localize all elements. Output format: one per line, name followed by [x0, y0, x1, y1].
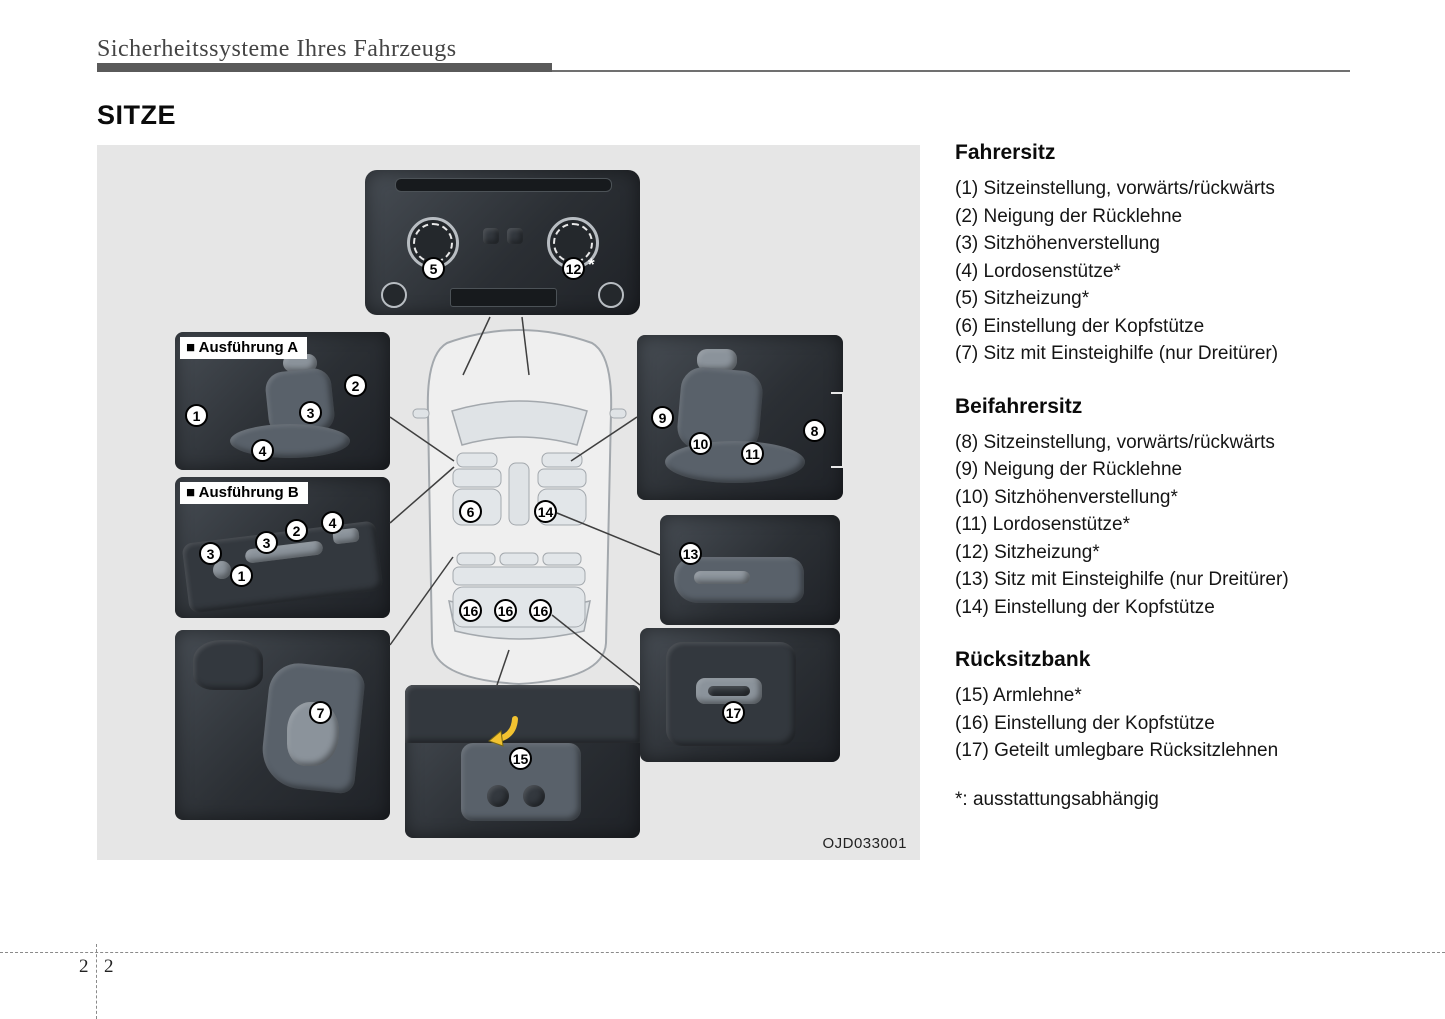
header-rule-thick — [97, 63, 552, 72]
callout-4: 4 — [251, 439, 274, 462]
callout-3c: 3 — [255, 531, 278, 554]
callout-16c: 16 — [529, 599, 552, 622]
callout-3: 3 — [299, 401, 322, 424]
callout-4b: 4 — [321, 511, 344, 534]
beifahrersitz-list — [955, 429, 1375, 622]
list-item: (3) Sitzhöhenverstellung — [955, 233, 1160, 254]
list-item: (7) Sitz mit Einsteighilfe (nur Dreitürer) — [955, 343, 1279, 364]
chapter-header: Sicherheitssysteme Ihres Fahrzeugs — [97, 36, 457, 62]
callout-12-asterisk: * — [588, 255, 595, 274]
section-heading-fahrersitz: Fahrersitz — [955, 141, 1056, 164]
list-item: (12) Sitzheizung* — [955, 541, 1100, 563]
variant-a-label: ■ Ausführung A — [180, 337, 307, 359]
page-title: SITZE — [97, 100, 177, 130]
list-item: (11) Lordosenstütze* — [955, 514, 1130, 535]
list-item: (9) Neigung der Rücklehne — [955, 459, 1183, 480]
chapter-number: 2 — [79, 956, 89, 977]
callout-2b: 2 — [285, 519, 308, 542]
list-item: (6) Einstellung der Kopfstütze — [955, 315, 1205, 337]
callout-11: 11 — [741, 442, 764, 465]
list-item: (16) Einstellung der Kopfstütze — [955, 712, 1215, 734]
equipment-footnote: *: ausstattungsabhängig — [955, 788, 1159, 810]
seat-info-column — [955, 140, 1375, 811]
list-item: (10) Sitzhöhenverstellung* — [955, 486, 1178, 508]
list-item: (15) Armlehne* — [955, 685, 1082, 706]
ruecksitzbank-list — [955, 682, 1375, 765]
image-code: OJD033001 — [822, 835, 907, 852]
seat-bracket — [831, 393, 843, 467]
section-heading-beifahrersitz: Beifahrersitz — [955, 394, 1083, 418]
callout-2: 2 — [344, 374, 367, 397]
callout-10: 10 — [689, 432, 712, 455]
callout-16b: 16 — [494, 599, 517, 622]
list-item: (8) Sitzeinstellung, vorwärts/rückwärts — [955, 431, 1275, 453]
list-item: (2) Neigung der Rücklehne — [955, 205, 1183, 227]
page-number: 2 — [104, 956, 114, 977]
list-item: (1) Sitzeinstellung, vorwärts/rückwärts — [955, 178, 1275, 199]
list-item: (14) Einstellung der Kopfstütze — [955, 596, 1215, 618]
list-item: (5) Sitzheizung* — [955, 288, 1090, 309]
callout-17: 17 — [722, 701, 745, 724]
callout-13: 13 — [679, 542, 702, 565]
list-item: (4) Lordosenstütze* — [955, 260, 1121, 282]
section-heading-ruecksitzbank: Rücksitzbank — [955, 648, 1091, 671]
callout-6: 6 — [459, 500, 482, 523]
callout-15: 15 — [509, 747, 532, 770]
callout-16a: 16 — [459, 599, 482, 622]
variant-b-label: ■ Ausführung B — [180, 482, 308, 504]
callout-12: 12 — [562, 257, 585, 280]
callout-1: 1 — [185, 404, 208, 427]
list-item: (13) Sitz mit Einsteighilfe (nur Dreitürer) — [955, 569, 1289, 590]
callout-14: 14 — [534, 500, 557, 523]
callout-3b: 3 — [199, 542, 222, 565]
list-item: (17) Geteilt umlegbare Rücksitzlehnen — [955, 740, 1279, 761]
footer-crop-mark — [96, 944, 97, 1019]
fahrersitz-list — [955, 175, 1375, 368]
seat-diagram — [97, 145, 920, 860]
callout-9: 9 — [651, 406, 674, 429]
callout-5: 5 — [422, 257, 445, 280]
footer-dashed-rule — [0, 952, 1445, 953]
callout-1b: 1 — [230, 564, 253, 587]
callout-8: 8 — [803, 419, 826, 442]
callout-7: 7 — [309, 701, 332, 724]
